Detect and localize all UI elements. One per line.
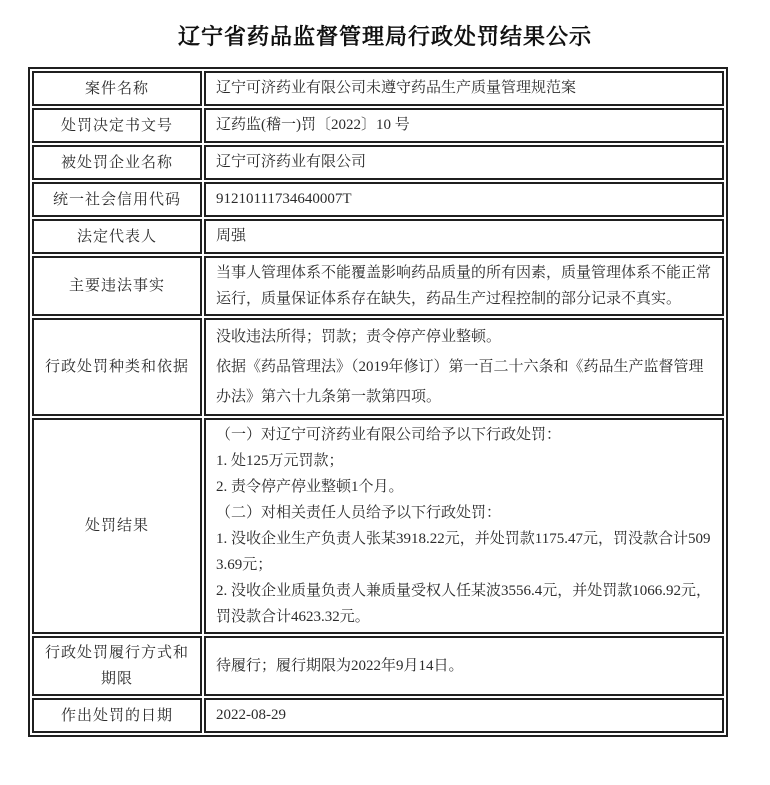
row-label: 被处罚企业名称 bbox=[32, 145, 202, 180]
row-value: 辽药监(稽一)罚〔2022〕10 号 bbox=[204, 108, 724, 143]
row-value: 当事人管理体系不能覆盖影响药品质量的所有因素，质量管理体系不能正常运行，质量保证体系存在缺失，药品生产过程控制的部分记录不真实。 bbox=[204, 256, 724, 316]
row-value bbox=[204, 318, 724, 416]
value-line: 没收违法所得；罚款；责令停产停业整顿。 bbox=[216, 329, 502, 345]
row-value bbox=[204, 418, 724, 634]
row-label: 作出处罚的日期 bbox=[32, 698, 202, 733]
row-value: 2022-08-29 bbox=[204, 698, 724, 733]
table-row-illegal-facts bbox=[32, 256, 724, 316]
table-row-case-name bbox=[32, 71, 724, 106]
page-title: 辽宁省药品监督管理局行政处罚结果公示 bbox=[177, 24, 592, 49]
penalty-table bbox=[28, 67, 728, 737]
table-row-penalty-result bbox=[32, 418, 724, 634]
value-line: （二）对相关责任人员给予以下行政处罚： bbox=[216, 505, 502, 521]
row-label: 处罚决定书文号 bbox=[32, 108, 202, 143]
row-label: 统一社会信用代码 bbox=[32, 182, 202, 217]
table-row-punished-company bbox=[32, 145, 724, 180]
value-line: （一）对辽宁可济药业有限公司给予以下行政处罚： bbox=[216, 427, 562, 443]
row-value: 周强 bbox=[204, 219, 724, 254]
row-label: 处罚结果 bbox=[32, 418, 202, 634]
table-row-credit-code bbox=[32, 182, 724, 217]
row-value: 辽宁可济药业有限公司未遵守药品生产质量管理规范案 bbox=[204, 71, 724, 106]
table-row-penalty-type-basis bbox=[32, 318, 724, 416]
row-value: 待履行；履行期限为2022年9月14日。 bbox=[204, 636, 724, 696]
value-line: 1. 处125万元罚款； bbox=[216, 453, 344, 469]
table-row-decision-number bbox=[32, 108, 724, 143]
value-line: 1. 没收企业生产负责人张某3918.22元，并处罚款1175.47元，罚没款合计5093.69元； bbox=[216, 531, 711, 573]
row-value: 91210111734640007T bbox=[204, 182, 724, 217]
value-line: 2. 没收企业质量负责人兼质量受权人任某波3556.4元，并处罚款1066.92元，罚没款合计4623.32元。 bbox=[216, 583, 712, 625]
row-label: 行政处罚履行方式和期限 bbox=[32, 636, 202, 696]
value-line: 2. 责令停产停业整顿1个月。 bbox=[216, 479, 404, 495]
row-label: 案件名称 bbox=[32, 71, 202, 106]
row-label: 主要违法事实 bbox=[32, 256, 202, 316]
table-row-legal-representative bbox=[32, 219, 724, 254]
row-label: 法定代表人 bbox=[32, 219, 202, 254]
row-label: 行政处罚种类和依据 bbox=[32, 318, 202, 416]
table-row-fulfillment bbox=[32, 636, 724, 696]
row-value: 辽宁可济药业有限公司 bbox=[204, 145, 724, 180]
table-row-penalty-date bbox=[32, 698, 724, 733]
value-line: 依据《药品管理法》（2019年修订）第一百二十六条和《药品生产监督管理办法》第六十九条第一款第四项。 bbox=[216, 359, 704, 405]
